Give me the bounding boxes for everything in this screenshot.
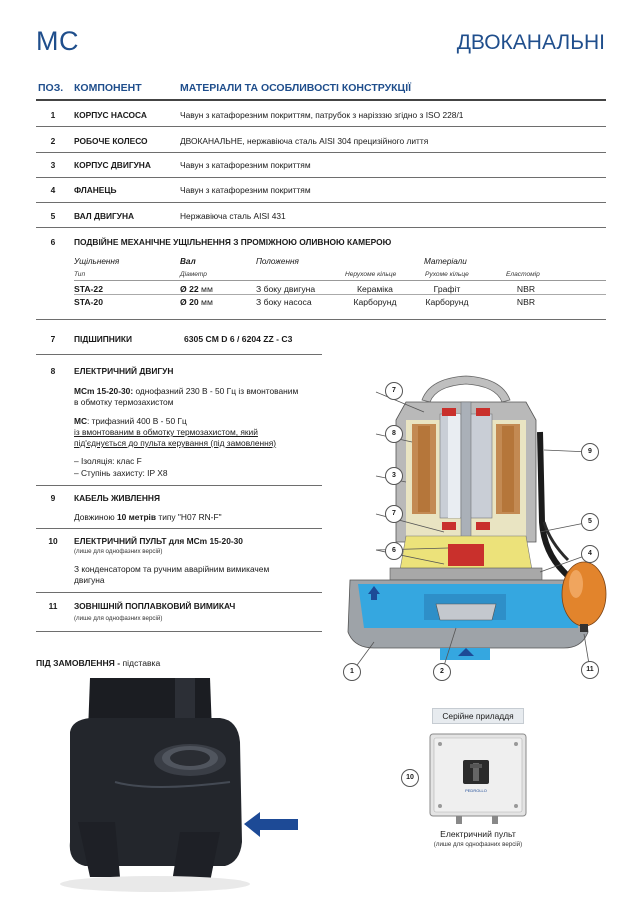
seal-head-stationary: Нерухоме кільце xyxy=(345,271,397,278)
order-text: підставка xyxy=(120,658,161,668)
row-number: 8 xyxy=(50,366,56,376)
seal-head-type: Тип xyxy=(74,271,86,278)
divider xyxy=(36,319,606,320)
row-number: 11 xyxy=(48,601,58,611)
motor-insulation: – Ізоляція: клас F xyxy=(74,456,142,466)
row-component: ФЛАНЕЦЬ xyxy=(74,185,117,195)
seal-rotating: Карборунд xyxy=(425,297,469,307)
divider xyxy=(36,528,322,529)
series-subtitle: ДВОКАНАЛЬНІ xyxy=(456,31,605,54)
seal-position: З боку насоса xyxy=(256,297,312,307)
row-component: КОРПУС НАСОСА xyxy=(74,110,147,120)
divider xyxy=(36,177,606,178)
callout-marker: 10 xyxy=(401,769,419,787)
motor-mc-text3: під'єднується до пульта керування (під замовлення) xyxy=(74,438,277,448)
panel-brand: PEDROLLO xyxy=(465,788,487,793)
seal-unit: мм xyxy=(201,297,213,307)
motor-mcm-label: MCm 15-20-30: xyxy=(74,386,134,396)
motor-protection: – Ступінь захисту: IP X8 xyxy=(74,468,168,478)
callout-marker: 9 xyxy=(581,443,599,461)
callout-marker: 3 xyxy=(385,467,403,485)
serial-accessory-label: Серійне приладдя xyxy=(432,708,524,724)
row-number: 1 xyxy=(50,110,56,120)
divider xyxy=(36,592,322,593)
motor-title: ЕЛЕКТРИЧНИЙ ДВИГУН xyxy=(74,366,174,376)
seal-head-diameter: Діаметр xyxy=(180,271,207,278)
row-number: 4 xyxy=(50,185,56,195)
cable-text xyxy=(74,512,222,523)
seal-head-rotating: Рухоме кільце xyxy=(425,271,469,278)
cable-length: 10 метрів xyxy=(116,512,157,522)
callout-marker: 1 xyxy=(343,663,361,681)
cable-text2: типу "H07 RN-F" xyxy=(156,512,222,522)
seal-stationary: Карборунд xyxy=(353,297,397,307)
panel-title: ЕЛЕКТРИЧНИЙ ПУЛЬТ для MCm 15-20-30 xyxy=(74,536,243,546)
row-number: 5 xyxy=(50,211,56,221)
seal-diameter: Ø 20 xyxy=(180,297,199,307)
divider xyxy=(74,294,606,295)
seal-head-elastomer: Еластомір xyxy=(506,271,540,278)
seal-elastomer: NBR xyxy=(516,297,536,307)
callout-marker: 2 xyxy=(433,663,451,681)
seal-head-shaft: Вал xyxy=(180,257,196,266)
row-number: 7 xyxy=(50,334,56,344)
seal-type: STA-20 xyxy=(74,297,103,307)
divider xyxy=(74,280,606,281)
row-component: КОРПУС ДВИГУНА xyxy=(74,160,151,170)
panel-text2: двигуна xyxy=(74,575,105,585)
panel-text xyxy=(74,564,269,586)
divider xyxy=(36,99,606,101)
callout-marker: 5 xyxy=(581,513,599,531)
panel-note: (лише для однофазних версій) xyxy=(74,548,163,555)
float-note: (лише для однофазних версій) xyxy=(74,615,163,622)
seal-elastomer: NBR xyxy=(516,284,536,294)
callout-marker: 4 xyxy=(581,545,599,563)
control-panel-image xyxy=(426,730,530,826)
panel-caption: Електричний пульт xyxy=(440,829,516,839)
motor-mcm xyxy=(74,386,298,408)
pump-base-photo xyxy=(60,672,320,894)
seal-type: STA-22 xyxy=(74,284,103,294)
seal-title: ПОДВІЙНЕ МЕХАНІЧНЕ УЩІЛЬНЕННЯ З ПРОМІЖНОЮ ОЛИВНОЮ КАМЕРОЮ xyxy=(74,237,392,247)
callout-marker: 8 xyxy=(385,425,403,443)
seal-rotating: Графіт xyxy=(433,284,461,294)
col-component: КОМПОНЕНТ xyxy=(74,82,142,94)
pump-section-diagram xyxy=(344,372,610,692)
seal-head-materials: Матеріали xyxy=(424,257,467,266)
callout-marker: 7 xyxy=(385,382,403,400)
seal-unit: мм xyxy=(201,284,213,294)
divider xyxy=(36,227,606,228)
row-material: Чавун з катафорезним покриттям xyxy=(180,185,311,195)
callout-marker: 11 xyxy=(581,661,599,679)
divider xyxy=(36,202,606,203)
divider xyxy=(36,354,322,355)
seal-position: З боку двигуна xyxy=(256,284,316,294)
row-material: Нержавіюча сталь AISI 431 xyxy=(180,211,286,221)
motor-mc xyxy=(74,416,276,449)
row-number: 9 xyxy=(50,493,56,503)
motor-mc-label: MC xyxy=(74,416,88,426)
row-component: РОБОЧЕ КОЛЕСО xyxy=(74,136,148,146)
callout-marker: 7 xyxy=(385,505,403,523)
callout-marker: 6 xyxy=(385,542,403,560)
panel-text1: З конденсатором та ручним аварійним вимикачем xyxy=(74,564,270,574)
motor-mc-text2: із вмонтованим в обмотку термозахистом, який xyxy=(74,427,258,437)
motor-mc-text: : трифазний 400 В - 50 Гц xyxy=(87,416,187,426)
series-title: MC xyxy=(36,26,79,56)
order-label: ПІД ЗАМОВЛЕННЯ - xyxy=(36,658,121,668)
seal-diameter: Ø 22 xyxy=(180,284,199,294)
panel-caption-note: (лише для однофазних версій) xyxy=(433,841,523,848)
motor-mcm-text2: в обмотку термозахистом xyxy=(74,397,174,407)
row-material: ДВОКАНАЛЬНЕ, нержавіюча сталь AISI 304 прецизійного лиття xyxy=(180,136,429,146)
row-material: Чавун з катафорезним покриттям, патрубок з нарізззю згідно з ISO 228/1 xyxy=(180,110,464,120)
divider xyxy=(36,126,606,127)
cable-title: КАБЕЛЬ ЖИВЛЕННЯ xyxy=(74,493,160,503)
seal-head-position: Положення xyxy=(256,257,299,266)
order-line xyxy=(36,658,160,668)
row-number: 2 xyxy=(50,136,56,146)
col-pos: ПОЗ. xyxy=(38,82,64,94)
divider xyxy=(36,631,322,632)
row-number: 3 xyxy=(50,160,56,170)
col-materials: МАТЕРІАЛИ ТА ОСОБЛИВОСТІ КОНСТРУКЦІЇ xyxy=(180,82,412,94)
row-number: 10 xyxy=(48,536,58,546)
seal-stationary: Кераміка xyxy=(357,284,393,294)
bearings-label: ПІДШИПНИКИ xyxy=(74,334,132,344)
row-component: ВАЛ ДВИГУНА xyxy=(74,211,135,221)
seal-head-seal: Ущільнення xyxy=(74,257,120,266)
cable-text1: Довжиною xyxy=(74,512,117,522)
float-title: ЗОВНІШНІЙ ПОПЛАВКОВИЙ ВИМИКАЧ xyxy=(74,601,236,611)
motor-mcm-text: однофазний 230 В - 50 Гц із вмонтованим xyxy=(133,386,299,396)
divider xyxy=(36,485,322,486)
bearings-value: 6305 CM D 6 / 6204 ZZ - C3 xyxy=(184,334,293,344)
divider xyxy=(36,152,606,153)
row-material: Чавун з катафорезним покриттям xyxy=(180,160,311,170)
row-number: 6 xyxy=(50,237,56,247)
